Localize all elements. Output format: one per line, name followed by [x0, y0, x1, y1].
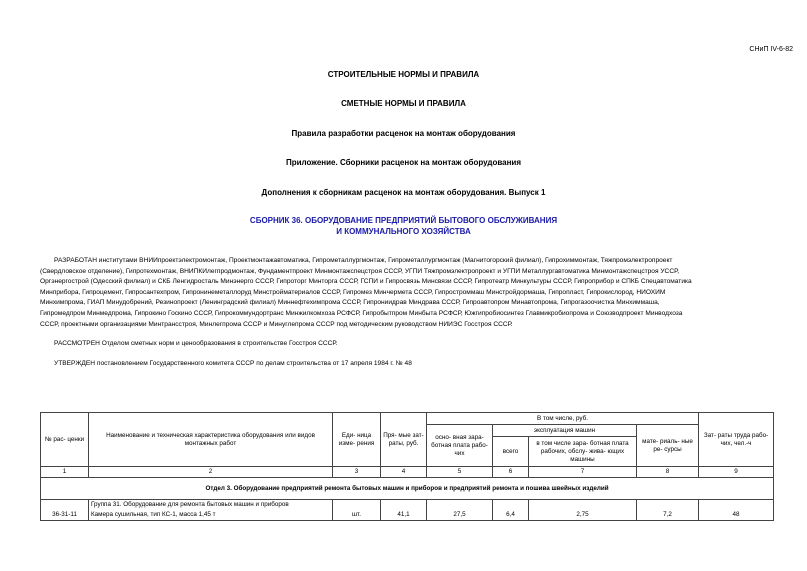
- approved-paragraph: [40, 359, 772, 370]
- rate-unit: шт.: [333, 510, 381, 521]
- column-number: 6: [493, 467, 529, 478]
- column-number: 2: [89, 467, 333, 478]
- header-materials: мате- риаль- ные ре- сурсы: [637, 425, 699, 467]
- group-title: Группа 31. Оборудование для ремонта бытовых машин и приборов: [89, 500, 333, 511]
- collection-title-line1: СБОРНИК 36. ОБОРУДОВАНИЕ ПРЕДПРИЯТИЙ БЫТОВОГО ОБСЛУЖИВАНИЯ: [249, 216, 558, 225]
- rates-table: [40, 412, 774, 521]
- developed-line: Гипромедпром Минмедпрома, Гипрокино Госкино СССР, Гипрокоммундортранс Минжилкомхоза РСФСР, Гипробытпром Минбыта РСФСР, Южгипробиосинтез Главмикробиопрома и Союзводпроект Минводхоза: [40, 309, 683, 317]
- reviewed-paragraph: [40, 339, 772, 350]
- header-machines-total: всего: [493, 437, 529, 467]
- column-number: 7: [529, 467, 637, 478]
- header-machines-wages: в том числе зара- ботная плата рабочих, обслу- жива- ющих машины: [529, 437, 637, 467]
- header-unit: Еди- ница изме- рения: [333, 413, 381, 467]
- rate-machines-total: 6,4: [493, 510, 529, 521]
- heading-supplements: Дополнения к сборникам расценок на монтаж оборудования. Выпуск 1: [261, 188, 546, 197]
- rate-base-wages: 27,5: [427, 510, 493, 521]
- document-code: СНиП IV-6-82: [749, 46, 793, 53]
- rate-name: Камера сушильная, тип КС-1, масса 1,45 т: [89, 510, 333, 521]
- column-number: 9: [699, 467, 774, 478]
- header-machine-operation: эксплуатация машин: [493, 425, 637, 437]
- header-direct-costs: Пря- мые зат- раты, руб.: [381, 413, 427, 467]
- heading-estimate-norms: СМЕТНЫЕ НОРМЫ И ПРАВИЛА: [341, 99, 466, 108]
- approved-text: УТВЕРЖДЕН постановлением Государственного комитета СССР по делам строительства от 17 апреля 1984 г. № 48: [54, 360, 412, 367]
- heading-rules: Правила разработки расценок на монтаж оборудования: [291, 129, 516, 138]
- header-including: В том числе, руб.: [427, 413, 699, 425]
- header-labor-costs: Зат- раты труда рабо- чих, чел.-ч: [699, 413, 774, 467]
- developed-line: Минприбора, Гипроцемент, Гипросантехпром, Гипронинеметаллоруд Минстройматериалов СССР, Гипромез Минчермета СССР, Гипростроммаш Минстройдормаша, Гипропласт, Гипрокислород, НИОХИМ: [40, 288, 666, 296]
- rate-labor: 48: [699, 510, 774, 521]
- column-number: 8: [637, 467, 699, 478]
- collection-title-line2: И КОММУНАЛЬНОГО ХОЗЯЙСТВА: [336, 227, 471, 236]
- developed-paragraph: [40, 256, 772, 330]
- rate-materials: 7,2: [637, 510, 699, 521]
- header-equipment-name: Наименование и техническая характеристика оборудования или видов монтажных работ: [89, 413, 333, 467]
- rate-direct-costs: 41,1: [381, 510, 427, 521]
- column-number-row: [41, 467, 774, 478]
- column-number: 1: [41, 467, 89, 478]
- rate-machines-wages: 2,75: [529, 510, 637, 521]
- header-rate-number: № рас- ценки: [41, 413, 89, 467]
- developed-line: Оргэнергострой (Одесский филиал) и СКБ Ленгидросталь Минэнерго СССР, Гипроторг Минторга СССР, ГСПИ и Гипросвязь Минсвязи СССР, Гипротеатр Минкультуры СССР, Гипроприбор и СПКБ Спецавтоматика: [40, 278, 692, 286]
- table-row: [41, 510, 774, 521]
- header-base-wages: осно- вная зара- ботная плата рабо- чих: [427, 425, 493, 467]
- developed-line: (Свердловское отделение), Гипротехмонтаж, ВНИПКИлегпродмонтаж, Фундаментпроект Минмонтажспецстроя СССР, УГПИ Тяжпромэлектропроект и УГПИ Металлургавтоматика Минмонтажспецстроя УССР,: [40, 267, 680, 275]
- developed-line: СССР, проектными организациями Минтрансстроя, Минлегпрома СССР и Минуглепрома СССР под методическим руководством НИИЭС Госстроя СССР.: [40, 320, 513, 328]
- column-number: 3: [333, 467, 381, 478]
- section-title: Отдел 3. Оборудование предприятий ремонта бытовых машин и приборов и предприятий ремонта и пошива швейных изделий: [41, 478, 774, 500]
- developed-line: Минхимпрома, ГИАП Минудобрений, Резинопроект (Ленинградский филиал) Миннефтехимпрома СССР, Гипрониидрав Миндрава СССР, Гипроавтопром Минавтопрома, Гипрогазоочистка Минхиммаша,: [40, 299, 660, 307]
- column-number: 4: [381, 467, 427, 478]
- developed-line: РАЗРАБОТАН институтами ВНИИпроектэлектромонтаж, Проектмонтажавтоматика, Гипрометаллургмонтаж, Гипрометаллургмонтаж (Магнитогорский филиал), Гипрохиммонтаж, Тяжпромэлектропроект: [54, 257, 673, 264]
- heading-norms: СТРОИТЕЛЬНЫЕ НОРМЫ И ПРАВИЛА: [327, 70, 480, 79]
- rate-code: 36-31-11: [41, 510, 89, 521]
- column-number: 5: [427, 467, 493, 478]
- heading-appendix: Приложение. Сборники расценок на монтаж оборудования: [285, 158, 522, 167]
- reviewed-text: РАССМОТРЕН Отделом сметных норм и ценообразования в строительстве Госстроя СССР.: [54, 340, 338, 347]
